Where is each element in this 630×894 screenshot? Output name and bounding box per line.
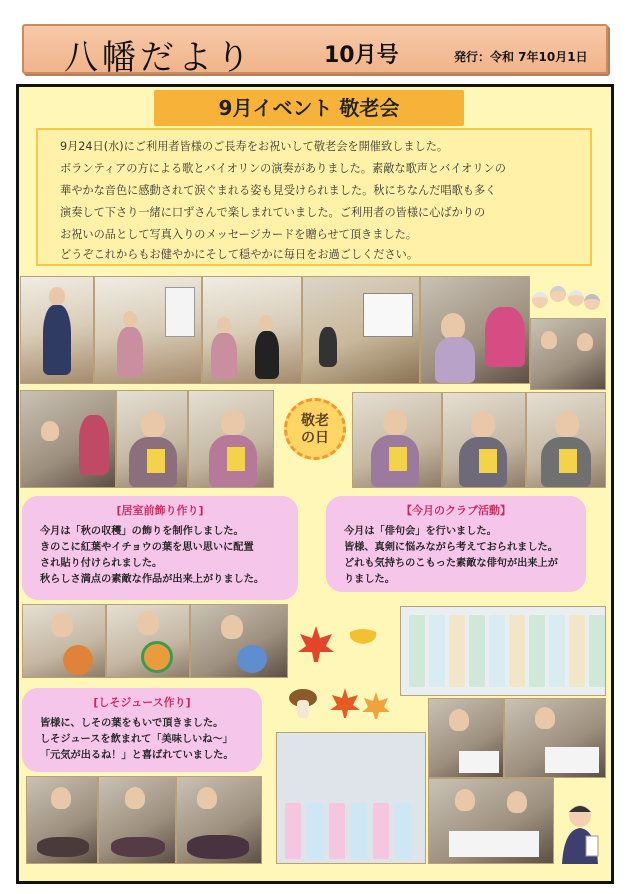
event-line: 華やかな音色に感動されて涙ぐまれる姿も見受けられました。秋にちなんだ唱歌も多く [60, 184, 497, 197]
note-decoration [22, 496, 298, 600]
haiku-strip [395, 803, 411, 859]
photo-violin-duo [202, 276, 302, 384]
person-body [43, 305, 71, 375]
haiku-strip [549, 615, 565, 687]
note-line: 皆様、真剣に悩みながら考えておられました。 [344, 542, 558, 553]
haiku-strip [449, 615, 465, 687]
photo-shiso [98, 776, 176, 864]
whiteboard [165, 287, 195, 337]
photo-concert-hall [302, 276, 420, 384]
person-body [255, 331, 279, 379]
paper [449, 831, 539, 857]
photo-resident-card [442, 392, 526, 488]
note-heading: [居室前飾り作り] [116, 504, 204, 517]
note-line: され貼り付けられました。 [40, 558, 163, 569]
person-figure [441, 313, 465, 339]
photo-shiso [176, 776, 262, 864]
person-figure [51, 613, 73, 637]
haiku-strip [489, 615, 505, 687]
haiku-strip [589, 615, 605, 687]
issue-label: 10月号 [324, 43, 399, 68]
photo-resident-card [526, 392, 606, 488]
note-heading: 【今月のクラブ活動】 [401, 504, 511, 517]
keirou-badge [284, 398, 346, 460]
photo-residents [530, 318, 606, 390]
shiso-leaves [37, 837, 89, 857]
paper [545, 747, 599, 773]
note-line: 「元気が出るね！」と喜ばれていました。 [40, 750, 234, 761]
craft-decoration [141, 641, 173, 673]
person-figure [555, 411, 579, 437]
cartoon-face [550, 286, 566, 302]
person-body [485, 307, 525, 367]
person-body [319, 327, 337, 367]
haiku-strip [429, 615, 445, 687]
note-line: 皆様に、しその葉をもいで頂きました。 [40, 718, 224, 729]
person-figure [455, 789, 475, 811]
message-card [559, 449, 577, 473]
note-line: どれも気持ちのこもった素敵な俳句が出来上が [344, 558, 558, 569]
note-line: 秋らしさ満点の素敵な作品が出来上がりました。 [40, 574, 265, 585]
maple-leaf-icon [360, 690, 392, 720]
person-figure [221, 615, 243, 639]
shiso-leaves [187, 835, 249, 859]
person-figure [197, 787, 217, 809]
person-body [117, 327, 143, 377]
note-heading: [しそジュース作り] [93, 696, 191, 709]
photo-card-gift [420, 276, 530, 384]
note-juice [22, 688, 262, 772]
photo-violin-stage [94, 276, 202, 384]
person-figure [125, 787, 145, 809]
note-line: きのこに紅葉やイチョウの葉を思い思いに配置 [40, 542, 254, 553]
person-figure [221, 409, 245, 435]
photo-writing [504, 698, 606, 778]
event-line: ボランティアの方による歌とバイオリンの演奏がありました。素敵な歌声とバイオリンの [60, 162, 506, 175]
paper [459, 751, 499, 773]
haiku-strip [509, 615, 525, 687]
photo-haiku-wall [276, 732, 426, 864]
photo-craft [190, 604, 288, 678]
event-line: 演奏して下さり一緒に口ずさんで楽しまれていました。ご利用者の皆様に心ばかりの [60, 206, 486, 219]
person-body [211, 333, 237, 379]
person-figure [51, 787, 71, 809]
person-body [79, 415, 109, 475]
cartoon-face [584, 294, 600, 310]
note-club [326, 496, 586, 592]
note-line: 今月は「秋の収穫」の飾りを制作しました。 [40, 526, 244, 537]
person-figure [449, 709, 469, 731]
person-figure [535, 707, 555, 729]
maple-leaf-icon [328, 686, 362, 720]
message-card [227, 447, 245, 471]
photo-resident-card [352, 392, 442, 488]
person-figure [507, 791, 527, 813]
message-card [389, 447, 407, 471]
person-figure [383, 409, 407, 435]
maple-leaf-icon [296, 624, 336, 664]
haiku-poet-icon [556, 800, 604, 864]
message-card [147, 449, 165, 473]
event-line: どうぞこれからもお健やかにそして穏やかに毎日をお過ごしください。 [60, 248, 419, 261]
person-figure [541, 331, 557, 349]
person-figure [217, 317, 231, 333]
message-card [479, 449, 497, 473]
craft-decoration [237, 645, 267, 673]
event-title: 9月イベント 敬老会 [154, 90, 464, 126]
haiku-strip [351, 803, 367, 859]
photo-singer [20, 276, 94, 384]
badge-line1: 敬老 [301, 413, 329, 429]
haiku-strip [285, 803, 301, 859]
person-figure [471, 411, 495, 437]
mushroom-icon [288, 688, 318, 722]
event-line: お祝いの品として写真入りのメッセージカードを贈らせて頂きました。 [60, 228, 417, 241]
haiku-strip [307, 803, 323, 859]
note-line: 今月は「俳句会」を行いました。 [344, 526, 497, 537]
badge-label [287, 413, 343, 447]
haiku-strip [373, 803, 389, 859]
publish-date: 発行：令和 7年10月1日 [454, 50, 588, 64]
photo-craft [106, 604, 190, 678]
event-description [36, 128, 592, 266]
haiku-strip [409, 615, 425, 687]
craft-decoration [63, 645, 93, 675]
photo-resident-card [188, 390, 274, 488]
person-figure [137, 611, 159, 635]
newsletter-header [22, 24, 608, 78]
shiso-leaves [111, 837, 165, 857]
person-figure [123, 311, 137, 327]
person-figure [41, 421, 59, 441]
photo-haiku-strips [400, 606, 606, 696]
event-line: 9月24日(水)にご利用者皆様のご長寿をお祝いして敬老会を開催致しました。 [60, 140, 449, 153]
person-figure [141, 411, 165, 437]
whiteboard [363, 293, 413, 337]
person-figure [49, 287, 65, 305]
photo-group-table [20, 390, 116, 488]
person-body [435, 337, 475, 383]
person-figure [577, 333, 593, 351]
newsletter-title: 八幡だより [64, 38, 254, 78]
haiku-strip [329, 803, 345, 859]
photo-writing [428, 778, 554, 864]
cartoon-face [532, 292, 548, 308]
person-figure [259, 315, 273, 331]
photo-shiso [26, 776, 98, 864]
photo-writing [428, 698, 504, 778]
photo-resident-card [116, 390, 188, 488]
note-line: りました。 [344, 574, 395, 585]
note-line: しそジュースを飲まれて「美味しいね～」 [40, 734, 233, 745]
photo-craft [22, 604, 106, 678]
cartoon-face [568, 290, 584, 306]
ginkgo-leaf-icon [346, 626, 380, 660]
haiku-strip [569, 615, 585, 687]
haiku-strip [529, 615, 545, 687]
badge-line2: の日 [301, 430, 329, 446]
elderly-illustration [530, 282, 602, 318]
haiku-strip [469, 615, 485, 687]
